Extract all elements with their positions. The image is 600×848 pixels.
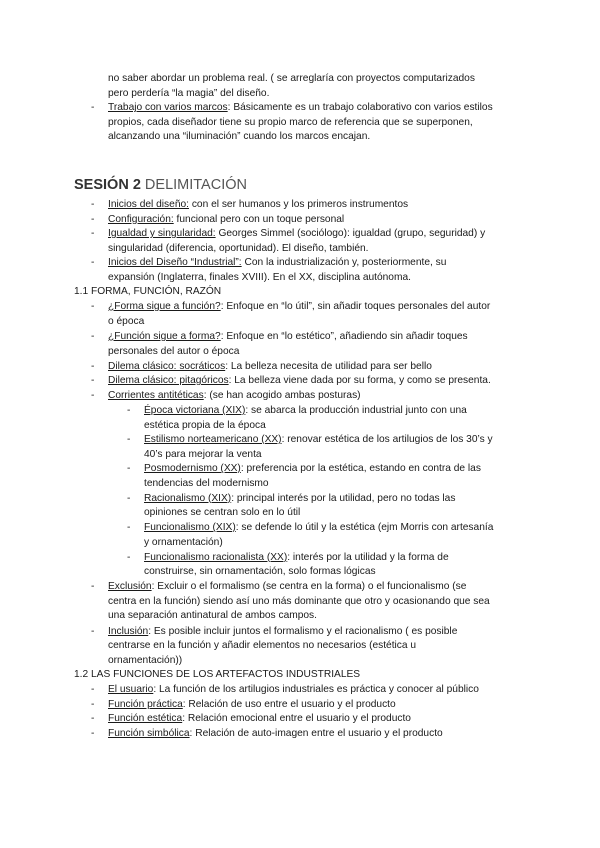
term: Funcionalismo (XIX) (144, 522, 236, 533)
bullet-dash: - (127, 522, 131, 533)
session-label: SESIÓN 2 (74, 177, 141, 193)
item-text: : Enfoque en “lo útil”, sin añadir toques personales del autor (220, 301, 491, 312)
list-item (108, 256, 446, 271)
item-text: : La belleza viene dada por su forma, y como se presenta. (228, 375, 491, 386)
bullet-dash: - (91, 581, 95, 592)
term: El usuario (108, 684, 154, 695)
item-text: : La función de los artilugios industriales es práctica y conocer al público (153, 684, 479, 695)
list-item (108, 625, 457, 640)
bullet-dash: - (91, 360, 95, 372)
paragraph-line: o época (108, 315, 145, 327)
term: Época victoriana (XIX) (144, 405, 246, 416)
term: Dilema clásico: pitagóricos (108, 375, 229, 386)
item-text: funcional pero con un toque personal (173, 213, 345, 225)
item-text: : La belleza necesita de utilidad para ser bello (225, 360, 432, 372)
term: Funcionalismo racionalista (XX) (144, 551, 288, 563)
list-item (108, 198, 408, 213)
bullet-dash: - (91, 375, 95, 386)
term: Trabajo con varios marcos (108, 102, 228, 113)
item-text: con el ser humanos y los primeros instrumentos (188, 199, 409, 210)
paragraph-line: ornamentación)) (108, 654, 183, 666)
list-item (108, 227, 485, 242)
bullet-dash: - (91, 390, 95, 401)
paragraph-line: centrarse en la función y añadir elementos no necesarios (estética u (108, 640, 417, 651)
term: ¿Forma sigue a función? (108, 301, 221, 312)
paragraph-line: alcanzando una “iluminación” cuando los marcos encajan. (108, 131, 371, 142)
term: Función práctica (108, 698, 183, 710)
bullet-dash: - (91, 102, 95, 113)
item-text: Con la industrialización y, posteriormente, su (241, 257, 447, 268)
bullet-dash: - (91, 331, 95, 342)
list-item (108, 580, 466, 595)
term: ¿Función sigue a forma? (108, 331, 221, 342)
bullet-dash: - (127, 551, 131, 563)
paragraph-line: y ornamentación) (144, 536, 223, 548)
bullet-dash: - (127, 463, 131, 474)
term: Posmodernismo (XX) (144, 463, 241, 474)
paragraph-line: singularidad (diferencia, oportunidad). El diseño, también. (108, 242, 369, 254)
session-heading (74, 176, 247, 194)
item-text: : Es posible incluir juntos el formalismo y el racionalismo ( es posible (148, 625, 458, 637)
bullet-dash: - (91, 625, 95, 637)
list-item (108, 727, 443, 742)
bullet-dash: - (91, 228, 95, 239)
paragraph-line: una separación antinatural de ambos campos. (108, 610, 317, 621)
paragraph-line: opiniones se centran solo en lo útil (144, 507, 301, 518)
paragraph-line: expansión (Inglaterra, finales XVIII). En el XX, disciplina autónoma. (108, 271, 411, 283)
term: Inicios del diseño: (108, 199, 189, 210)
item-text: : Relación de uso entre el usuario y el producto (182, 698, 396, 710)
item-text: Georges Simmel (sociólogo): igualdad (grupo, seguridad) y (215, 228, 486, 239)
item-text: : Relación de auto-imagen entre el usuario y el producto (189, 727, 443, 739)
item-text: : Excluir o el formalismo (se centra en la forma) o el funcionalismo (se (151, 581, 467, 592)
term: Función estética (108, 713, 183, 724)
bullet-dash: - (91, 257, 95, 268)
list-item (144, 433, 493, 448)
bullet-dash: - (127, 405, 131, 416)
paragraph-line: pero perdería “la magia” del diseño. (108, 87, 270, 99)
list-item (108, 300, 490, 315)
term: Configuración: (108, 213, 174, 225)
item-text: : (se han acogido ambas posturas) (203, 390, 361, 401)
term: Igualdad y singularidad: (108, 228, 216, 239)
paragraph-line: no saber abordar un problema real. ( se arreglaría con proyectos computarizados (108, 73, 475, 84)
list-item (144, 521, 493, 536)
bullet-dash: - (91, 727, 95, 739)
paragraph-line: tendencias del modernismo (144, 477, 269, 489)
item-text: : renovar estética de los artilugios de los 30’s y (281, 434, 493, 445)
item-text: : interés por la utilidad y la forma de (287, 551, 449, 563)
list-item (108, 374, 491, 389)
bullet-dash: - (127, 434, 131, 445)
section-heading: 1.1 FORMA, FUNCIÓN, RAZÓN (74, 286, 222, 297)
list-item (108, 101, 493, 116)
paragraph-line: personales del autor o época (108, 345, 240, 357)
list-item (144, 492, 455, 507)
item-text: : se abarca la producción industrial junto con una (245, 405, 467, 416)
term: Exclusión (108, 581, 152, 592)
section-heading: 1.2 LAS FUNCIONES DE LOS ARTEFACTOS INDUSTRIALES (74, 669, 361, 680)
list-item (108, 683, 479, 698)
item-text: : principal interés por la utilidad, pero no todas las (231, 492, 456, 504)
bullet-dash: - (91, 213, 95, 225)
term: Dilema clásico: socráticos (108, 360, 226, 372)
item-text: : se defende lo útil y la estética (ejm Morris con artesanía (235, 522, 494, 533)
list-item (108, 389, 361, 404)
paragraph-line: propios, cada diseñador tiene su propio marco de referencia que se superponen, (108, 116, 473, 128)
bullet-dash: - (91, 684, 95, 695)
paragraph-line: centra en la función) siendo así uno más dominante que otro y ocasionando que sea (108, 595, 490, 607)
list-item (144, 551, 449, 566)
bullet-dash: - (91, 713, 95, 724)
paragraph-line: 40’s para mejorar la venta (144, 448, 262, 460)
paragraph-line: construirse, sin ornamentación, solo formas lógicas (144, 566, 376, 577)
term: Inclusión (108, 625, 149, 637)
list-item (144, 462, 481, 477)
item-text: : Básicamente es un trabajo colaborativo con varios estilos (227, 102, 493, 113)
paragraph-line: estética propia de la época (144, 419, 266, 431)
bullet-dash: - (91, 698, 95, 710)
item-text: : Enfoque en “lo estético”, añadiendo sin añadir toques (220, 331, 468, 342)
list-item (144, 404, 467, 419)
session-title: DELIMITACIÓN (144, 177, 247, 193)
bullet-dash: - (91, 301, 95, 312)
item-text: : Relación emocional entre el usuario y el producto (182, 713, 411, 724)
list-item (108, 698, 396, 713)
bullet-dash: - (91, 199, 95, 210)
item-text: : preferencia por la estética, estando en contra de las (240, 463, 481, 474)
term: Función simbólica (108, 727, 190, 739)
list-item (108, 330, 468, 345)
bullet-dash: - (127, 492, 131, 504)
term: Estilismo norteamericano (XX) (144, 434, 282, 445)
list-item (108, 712, 411, 727)
term: Inicios del Diseño “Industrial”: (108, 257, 242, 268)
list-item (108, 360, 432, 375)
term: Corrientes antitéticas (108, 390, 204, 401)
list-item (108, 213, 344, 228)
term: Racionalismo (XIX) (144, 492, 232, 504)
